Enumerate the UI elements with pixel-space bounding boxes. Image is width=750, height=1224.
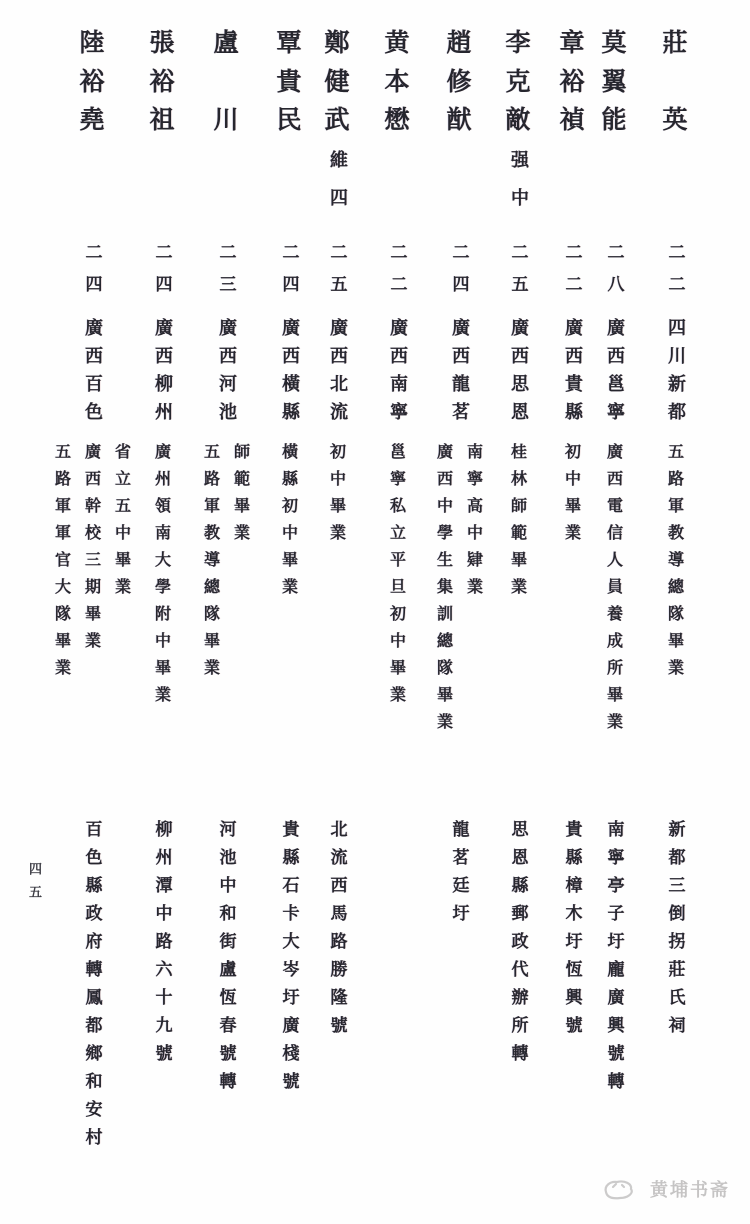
education-item: 廣西中學生集訓總隊畢業: [434, 443, 454, 740]
education-item: 五路軍教導總隊畢業: [201, 443, 221, 686]
mailing-address: 柳州潭中路六十九號: [151, 820, 172, 1072]
person-name: 李 克 敵: [505, 28, 531, 134]
education-item: 廣西幹校三期畢業: [82, 443, 102, 659]
watermark-text: 黄埔书斋: [650, 1180, 730, 1201]
register-entry: [542, 0, 602, 1224]
education-block: [51, 443, 134, 686]
person-name: 莊 英: [662, 28, 688, 134]
education-block: [151, 443, 174, 713]
person-name: 趙 修 猷: [446, 28, 472, 134]
page-number: 四五: [26, 862, 41, 908]
age: 二二: [664, 243, 685, 307]
person-name: 覃 貴 民: [276, 28, 302, 134]
education-item: 邕寧私立平旦初中畢業: [387, 443, 407, 713]
education-item: 南寧高中肄業: [464, 443, 484, 605]
native-place: 廣西邕寧: [604, 318, 625, 430]
education-item: 五路軍軍官大隊畢業: [52, 443, 72, 686]
education-item: 省立五中畢業: [112, 443, 132, 605]
courtesy-name: 維四: [327, 150, 348, 226]
mailing-address: 思恩縣郵政代辦所轉: [507, 820, 528, 1072]
education-item: 廣西電信人員養成所畢業: [604, 443, 624, 740]
education-block: [386, 443, 409, 713]
native-place: 廣西百色: [82, 318, 103, 430]
courtesy-name: 强中: [508, 150, 529, 226]
age: 二三: [215, 243, 236, 307]
education-item: 初中畢業: [562, 443, 582, 551]
person-name: 張 裕 祖: [149, 28, 175, 134]
education-block: [433, 443, 486, 740]
register-entry: [52, 0, 132, 1224]
native-place: 廣西思恩: [508, 318, 529, 430]
education-item: 廣州領南大學附中畢業: [152, 443, 172, 713]
publisher-seal-icon: [598, 1176, 642, 1202]
education-block: [326, 443, 349, 551]
person-name: 章 裕 禎: [559, 28, 585, 134]
mailing-address: 百色縣政府轉鳳都鄉和安村: [81, 820, 102, 1156]
register-entry: [367, 0, 427, 1224]
education-item: 桂林師範畢業: [508, 443, 528, 605]
watermark: [598, 1172, 730, 1206]
mailing-address: 貴縣樟木圩恆興號: [561, 820, 582, 1044]
person-name: 盧 川: [213, 28, 239, 134]
person-name: 鄭 健 武: [324, 28, 350, 134]
age: 二四: [448, 243, 469, 307]
education-item: 初中畢業: [327, 443, 347, 551]
register-entry: [132, 0, 192, 1224]
education-block: [664, 443, 687, 686]
native-place: 四川新都: [665, 318, 686, 430]
person-name: 莫 翼 能: [601, 28, 627, 134]
register-entry: [196, 0, 256, 1224]
mailing-address: 河池中和街盧恆春號轉: [215, 820, 236, 1100]
mailing-address: 北流西馬路勝隆號: [326, 820, 347, 1044]
native-place: 廣西橫縣: [279, 318, 300, 430]
native-place: 廣西河池: [216, 318, 237, 430]
age: 二五: [326, 243, 347, 307]
education-block: [200, 443, 253, 686]
education-block: [561, 443, 584, 551]
education-block: [603, 443, 626, 740]
education-block: [278, 443, 301, 605]
mailing-address: 南寧亭子圩龐廣興號轉: [603, 820, 624, 1100]
native-place: 廣西柳州: [152, 318, 173, 430]
education-item: 五路軍教導總隊畢業: [665, 443, 685, 686]
person-name: 黄 本 懋: [384, 28, 410, 134]
age: 二八: [603, 243, 624, 307]
age: 二二: [386, 243, 407, 307]
native-place: 廣西龍茗: [449, 318, 470, 430]
mailing-address: 新都三倒拐莊氏祠: [664, 820, 685, 1044]
education-item: 師範畢業: [231, 443, 251, 551]
register-entry: [645, 0, 705, 1224]
age: 二二: [561, 243, 582, 307]
mailing-address: 貴縣石卡大岑圩廣棧號: [278, 820, 299, 1100]
education-item: 橫縣初中畢業: [279, 443, 299, 605]
person-name: 陸 裕 堯: [79, 28, 105, 134]
age: 二四: [151, 243, 172, 307]
native-place: 廣西南寧: [387, 318, 408, 430]
native-place: 廣西貴縣: [562, 318, 583, 430]
education-block: [507, 443, 530, 605]
register-entry: [488, 0, 548, 1224]
age: 二四: [81, 243, 102, 307]
mailing-address: 龍茗廷圩: [448, 820, 469, 932]
age: 二四: [278, 243, 299, 307]
age: 二五: [507, 243, 528, 307]
register-entry: [429, 0, 489, 1224]
register-entry: [259, 0, 319, 1224]
native-place: 廣西北流: [327, 318, 348, 430]
